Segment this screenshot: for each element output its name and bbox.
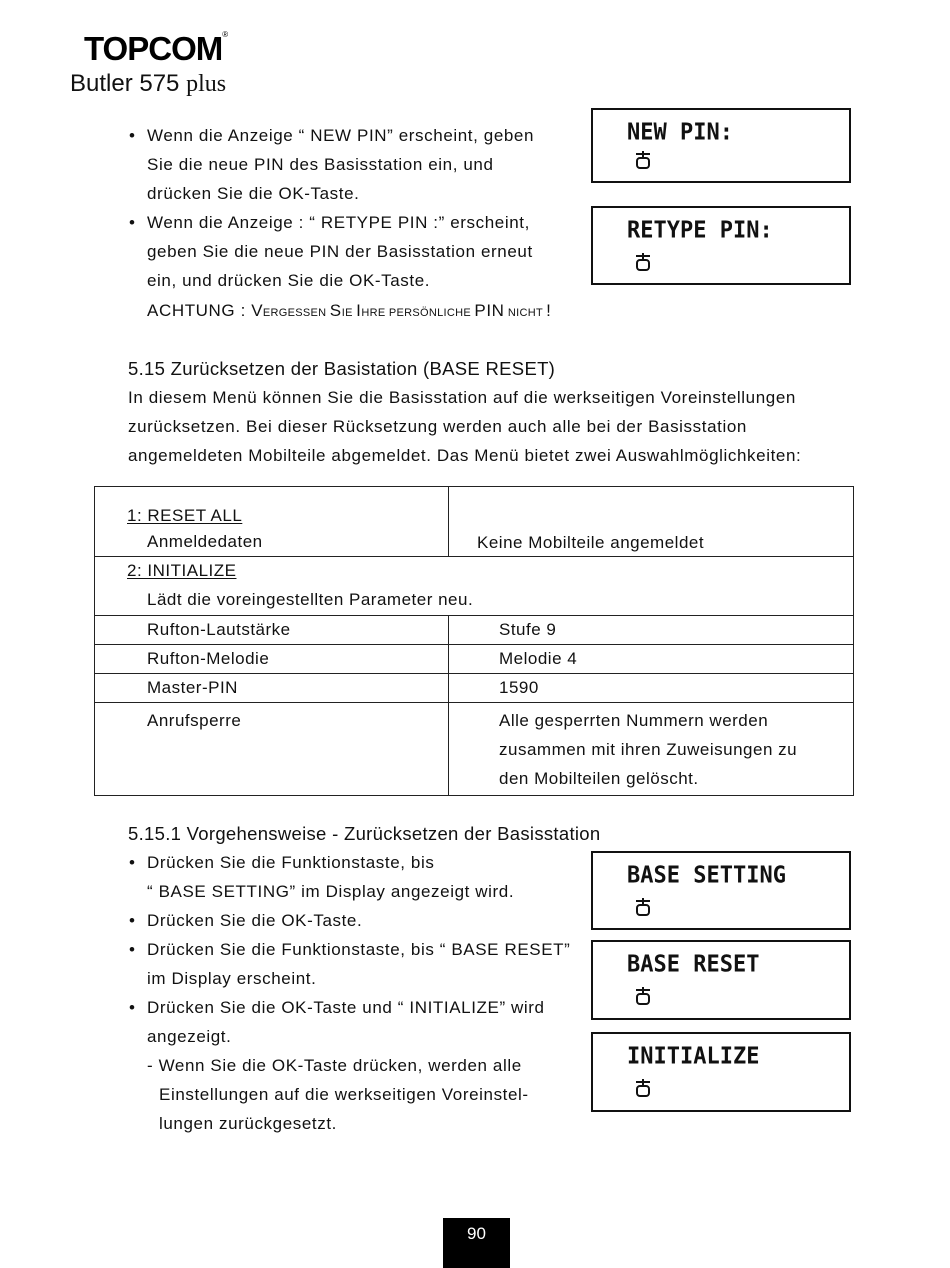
lcd-base-setting — [591, 851, 851, 930]
table-cell-value: Keine Mobilteile angemeldet — [477, 533, 705, 552]
table-cell-label: Rufton-Lautstärke — [147, 620, 291, 639]
table-row — [95, 674, 854, 703]
handset-icon — [633, 150, 653, 170]
lcd-text: INITIALIZE — [627, 1043, 760, 1070]
model-name: Butler 575 plus — [70, 70, 227, 97]
option-title: 1: RESET ALL — [127, 506, 243, 525]
lcd-text: BASE SETTING — [627, 862, 786, 889]
lcd-base-reset — [591, 940, 851, 1020]
lcd-text: NEW PIN: — [627, 119, 733, 146]
table-cell-value: Stufe 9 — [499, 620, 557, 639]
section-heading-base-reset: 5.15 Zurücksetzen der Basistation (BASE RESET) — [128, 358, 556, 379]
table-row — [95, 557, 854, 616]
table-row — [95, 645, 854, 674]
step-bullet: • Drücken Sie die Funktionstaste, bis “ BASE RESET” im Display erscheint. — [129, 940, 571, 988]
section-heading-procedure: 5.15.1 Vorgehensweise - Zurücksetzen der Basisstation — [128, 823, 601, 844]
table-row — [95, 487, 854, 557]
page-number: 90 — [443, 1218, 510, 1268]
step-bullet: • Drücken Sie die OK-Taste. — [129, 911, 363, 930]
table-cell-label: Anmeldedaten — [147, 532, 263, 551]
lcd-text: RETYPE PIN: — [627, 217, 773, 244]
warning-note: ACHTUNG : VERGESSEN SIE IHRE PERSÖNLICHE PIN NICHT ! — [147, 301, 552, 320]
lcd-text: BASE RESET — [627, 951, 760, 978]
handset-icon — [633, 1078, 653, 1098]
sub-step: - Wenn Sie die OK-Taste drücken, werden alle Einstellungen auf die werkseitigen Voreinstel- lungen zurückgesetzt. — [147, 1056, 529, 1133]
table-cell-label: Master-PIN — [147, 678, 238, 697]
step-bullet: • Drücken Sie die OK-Taste und “ INITIALIZE” wird angezeigt. — [129, 998, 545, 1046]
lcd-initialize — [591, 1032, 851, 1112]
bullet-retype-pin: • Wenn die Anzeige : “ RETYPE PIN :” erscheint, geben Sie die neue PIN der Basisstation erneut ein, und drücken Sie die OK-Taste. — [129, 213, 533, 290]
lcd-new-pin — [591, 108, 851, 183]
table-cell-value: Melodie 4 — [499, 649, 578, 668]
lcd-retype-pin — [591, 206, 851, 285]
table-row — [95, 703, 854, 796]
table-row — [95, 616, 854, 645]
handset-icon — [633, 986, 653, 1006]
handset-icon — [633, 897, 653, 917]
brand-logo: TOPCOM® — [84, 30, 228, 67]
option-description: Lädt die voreingestellten Parameter neu. — [147, 590, 474, 609]
step-bullet: • Drücken Sie die Funktionstaste, bis “ BASE SETTING” im Display angezeigt wird. — [129, 853, 515, 901]
table-cell-label: Rufton-Melodie — [147, 649, 270, 668]
handset-icon — [633, 252, 653, 272]
reset-options-table — [94, 486, 854, 796]
option-title: 2: INITIALIZE — [127, 561, 237, 580]
table-cell-value: 1590 — [499, 678, 539, 697]
table-cell-value: Alle gesperrten Nummern werden zusammen mit ihren Zuweisungen zu den Mobilteilen gelöscht. — [499, 711, 798, 788]
bullet-new-pin: • Wenn die Anzeige “ NEW PIN” erscheint, geben Sie die neue PIN des Basisstation ein, und drücken Sie die OK-Taste. — [129, 126, 535, 203]
table-cell-label: Anrufsperre — [147, 711, 242, 730]
section-paragraph: In diesem Menü können Sie die Basisstation auf die werkseitigen Voreinstellungen zurücksetzen. Bei dieser Rücksetzung werden auch alle bei der Basisstation angemeldeten Mobilteile abgemeldet. Das Menü bietet zwei Auswahlmöglichkeiten: — [128, 388, 802, 465]
